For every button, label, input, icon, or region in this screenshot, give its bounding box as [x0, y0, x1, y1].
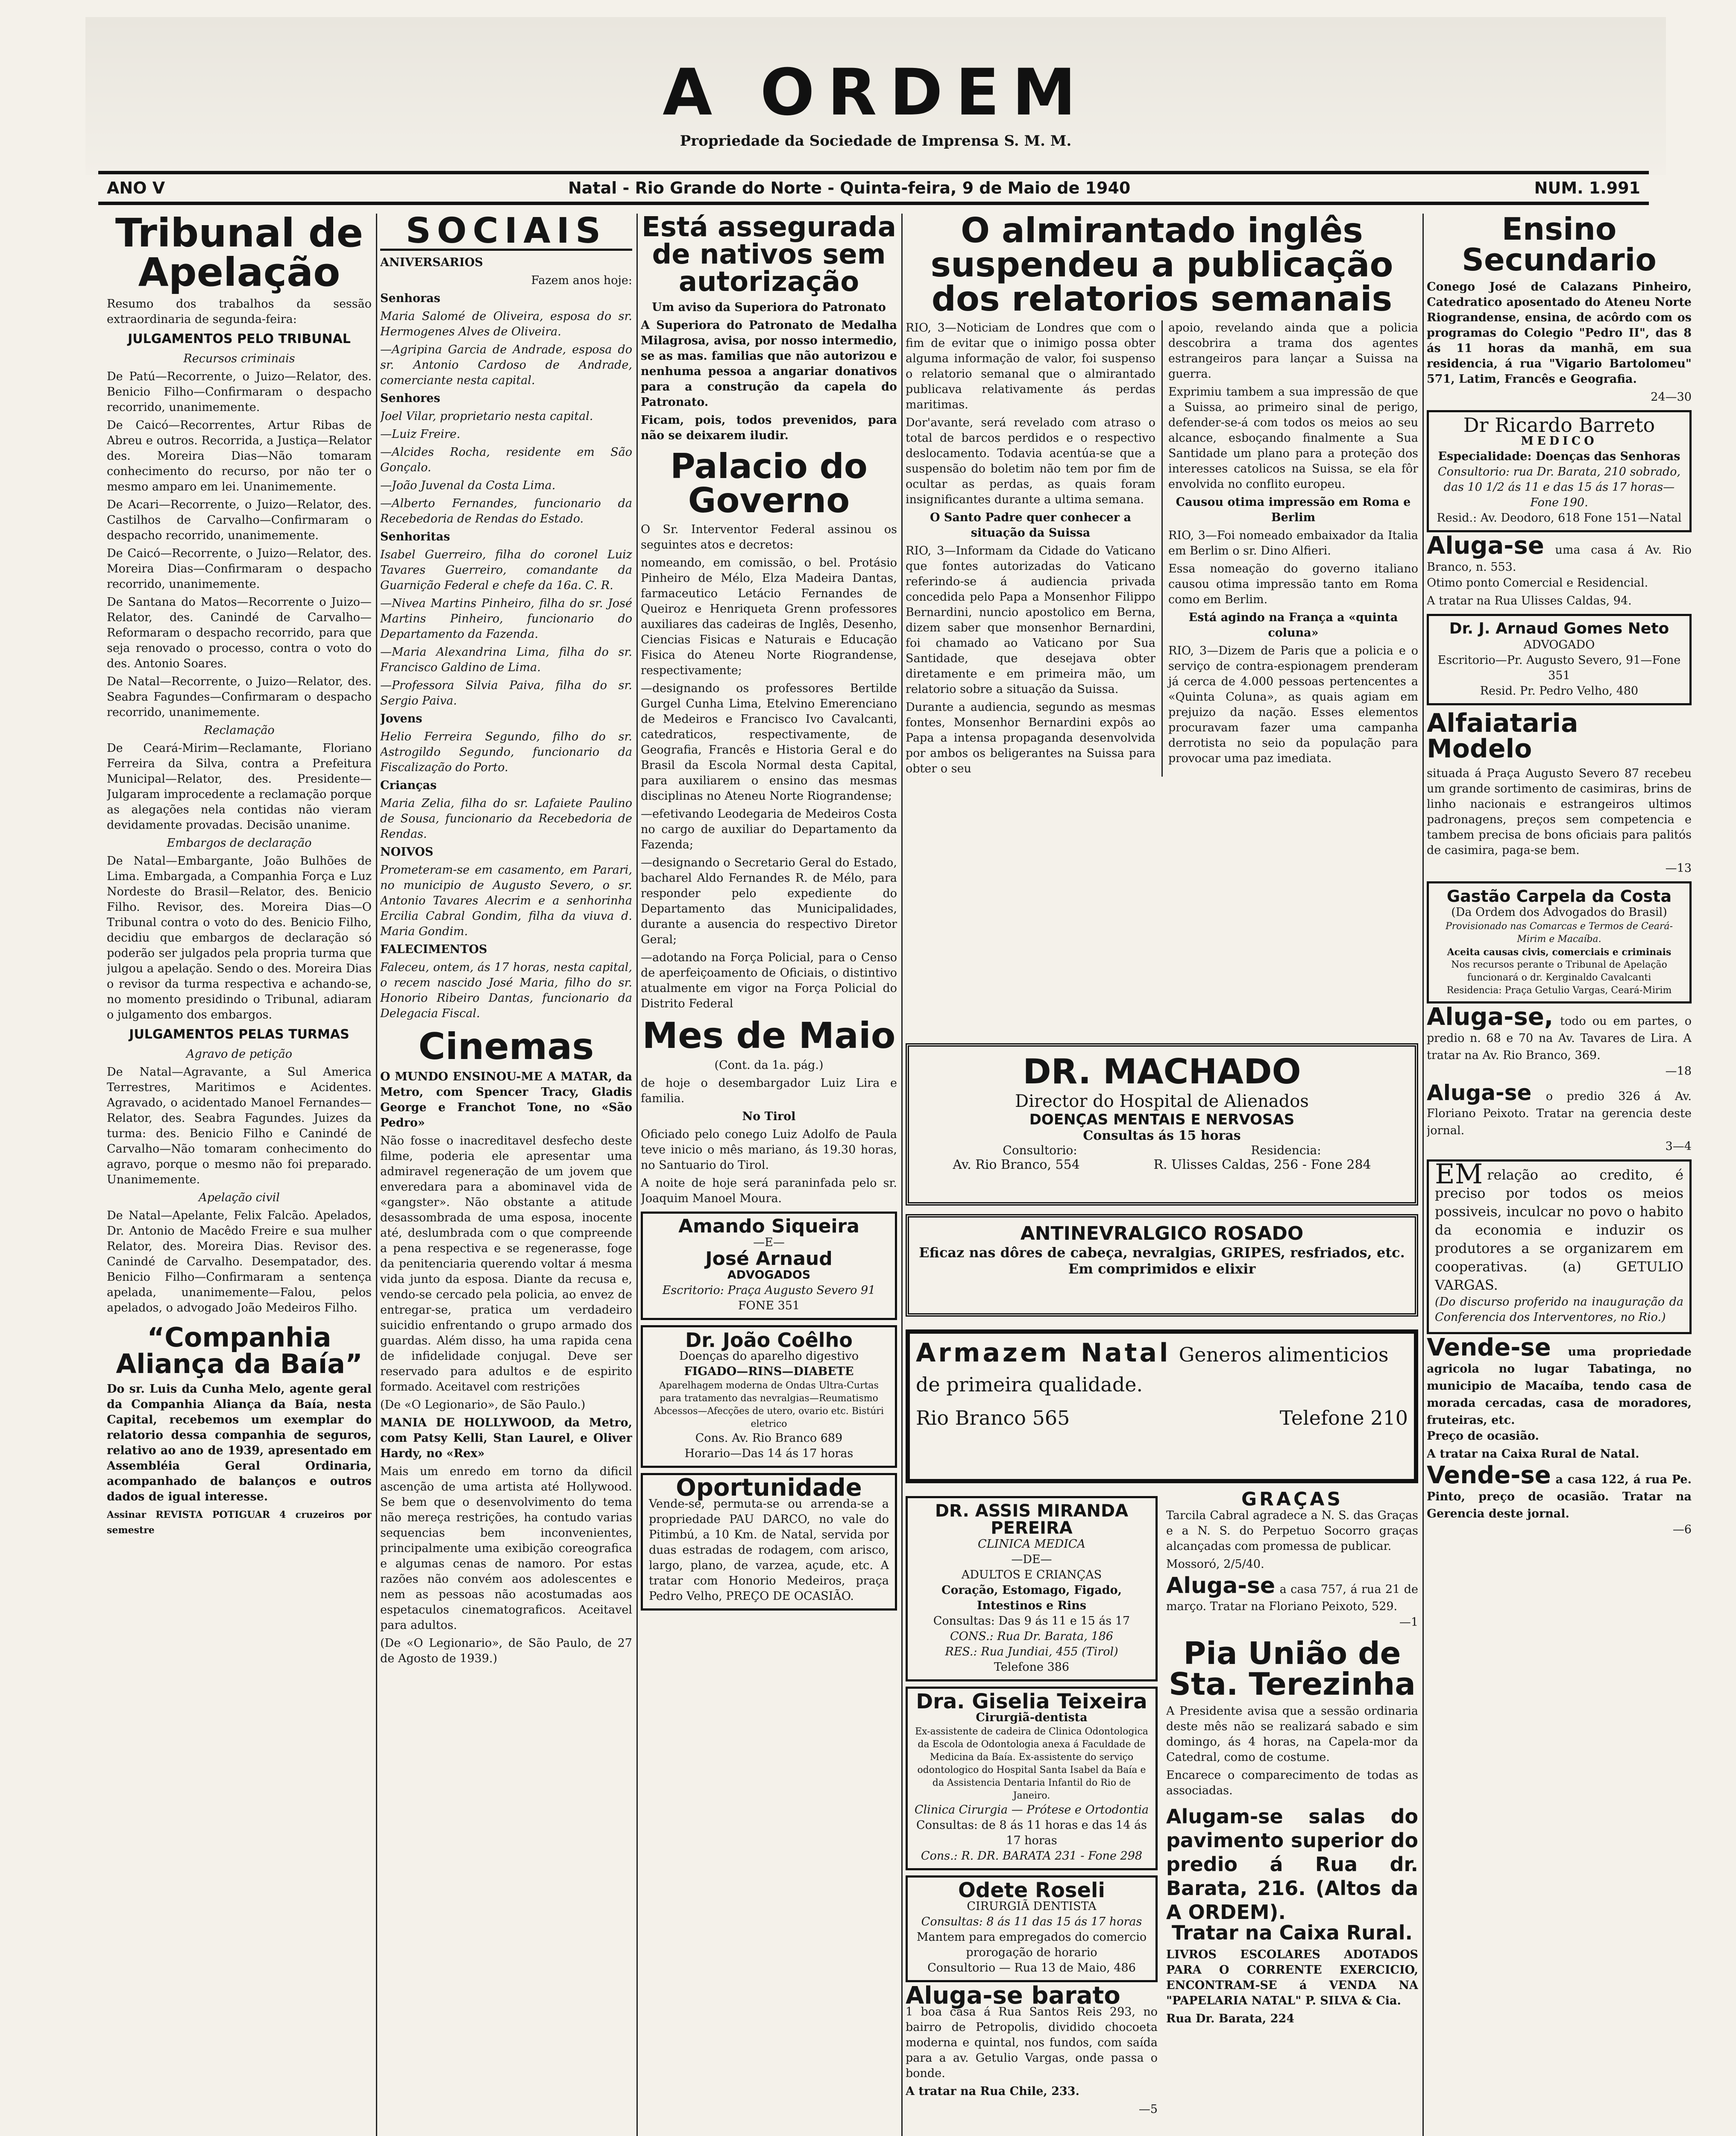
ad-text: Mossoró, 2/5/40. [1166, 1558, 1264, 1571]
ad-text: (Do discurso proferido na inauguração da Conferencia dos Interventores, no Rio.) [1435, 1295, 1683, 1324]
ad-text: A tratar na Rua Ulisses Caldas, 94. [1427, 594, 1632, 607]
section-label: Jovens [380, 712, 422, 725]
ad-ricardo-barreto [1427, 410, 1692, 532]
paragraph: Essa nomeação do governo italiano causou otima impressão tanto em Roma como em Berlim. [1168, 562, 1418, 606]
ad-text: Consultorio: [1003, 1143, 1077, 1157]
paragraph: A Presidente avisa que a sessão ordinaria deste mês não se realizará sabado e sim domingo, ás 4 horas, na Capela-mor da Catedral, como de costume. [1166, 1705, 1418, 1764]
ensino-headline: Ensino Secundario [1462, 214, 1657, 278]
ad-amando-siqueira [641, 1212, 897, 1320]
ad-ref: —5 [1138, 2103, 1158, 2116]
subhead: JULGAMENTOS PELAS TURMAS [129, 1027, 349, 1042]
ad-text: uma casa á Av. Rio Branco, n. 553. [1427, 543, 1692, 574]
ad-text: RES.: Rua Jundiai, 455 (Tirol) [945, 1645, 1118, 1658]
almirantado-headline: O almirantado inglês suspendeu a publicação dos relatorios semanais [930, 214, 1393, 319]
social-note: —Alberto Fernandes, funcionario da Recebedoria de Rendas do Estado. [380, 497, 632, 525]
ad-oportunidade [641, 1473, 897, 1611]
ad-text: Generos alimenticios de primeira qualidade. [916, 1343, 1389, 1396]
ad-getulio-quote [1427, 1159, 1692, 1334]
subhead: Causou otima impressão em Roma e Berlim [1176, 496, 1411, 524]
ad-aluga-se [1166, 1573, 1418, 1630]
dateline-date: Natal - Rio Grande do Norte - Quinta-feira, 9 de Maio de 1940 [568, 179, 1131, 197]
ad-antinevralgico [906, 1214, 1418, 1317]
film-title: O MUNDO ENSINOU-ME A MATAR, da Metro, com Spencer Tracy, Gladis George e Franchot Tone, no «São Pedro» [380, 1070, 632, 1130]
paragraph: Exprimiu tambem a sua impressão de que a Suissa, ao primeiro sinal de perigo, defender-se-á com todos os meios ao seu alcance, esboçando finalmente a Sua Santidade um plano para a proteção dos interesses catolicos na Suissa, se ela fôr envolvida no conflito europeu. [1168, 385, 1418, 491]
column-almirantado [906, 214, 1418, 1025]
ad-ref: 3—4 [1665, 1140, 1692, 1153]
ad-title-line [916, 1338, 1408, 1398]
ad-text: Cons. Av. Rio Branco 689 [695, 1432, 843, 1445]
paragraph: RIO, 3—Foi nomeado embaixador da Italia em Berlim o sr. Dino Alfieri. [1168, 529, 1418, 557]
paragraph: De Acari—Recorrente, o Juizo—Relator, des. Castilhos de Carvalho—Confirmaram o despacho recorrido, unanimemente. [107, 498, 372, 542]
ad-text: Telefone 386 [994, 1661, 1070, 1674]
paragraph: RIO, 3—Noticiam de Londres que com o fim de evitar que o inimigo possa obter alguma informação de valor, foi suspenso o relatorio semanal que o almirantado publicava relativamente ás perdas maritimas. [906, 321, 1155, 411]
ad-title: Oportunidade [676, 1474, 862, 1502]
subhead: O Santo Padre quer conhecer a situação da Suissa [930, 511, 1132, 540]
column-4a [906, 1491, 1158, 2136]
ad-text: Aceita causas civis, comerciais e criminais [1447, 947, 1671, 958]
ad-text: o predio 326 á Av. Floriano Peixoto. Tratar na gerencia deste jornal. [1427, 1090, 1692, 1137]
ad-text: Rua Dr. Barata, 224 [1166, 2012, 1295, 2025]
ad-joao-coelho [641, 1325, 897, 1468]
ad-text: Provisionado nas Comarcas e Termos de Ceará-Mirim e Macaíba. [1445, 921, 1673, 945]
social-note: —Luiz Freire. [380, 428, 460, 441]
continuation-note: (Cont. da 1a. pág.) [714, 1059, 824, 1072]
ad-aluga-se-tavares [1427, 1003, 1692, 1079]
ad-text: —DE— [1011, 1553, 1052, 1566]
paragraph: O Sr. Interventor Federal assinou os seguintes atos e decretos: [641, 523, 897, 552]
ad-livros-escolares: LIVROS ESCOLARES ADOTADOS PARA O CORRENTE EXERCICIO, ENCONTRAM-SE á VENDA NA "PAPELARIA NATAL" P. SILVA & Cia. [1166, 1948, 1418, 2007]
social-note: Maria Salomé de Oliveira, esposa do sr. Hermogenes Alves de Oliveira. [380, 310, 632, 338]
ad-text: Resid.: Av. Deodoro, 618 Fone 151—Natal [1437, 511, 1682, 525]
section-label: NOIVOS [380, 845, 434, 859]
paragraph: Ficam, pois, todos prevenidos, para não se deixarem iludir. [641, 414, 897, 442]
ad-vende-se-casa [1427, 1461, 1692, 1537]
section-label: ANIVERSARIOS [380, 256, 483, 269]
newspaper-subtitle: Propriedade da Sociedade de Imprensa S. M. M. [680, 132, 1072, 150]
ad-title: Vende-se [1427, 1461, 1551, 1489]
ad-text: Tarcila Cabral agradece a N. S. das Graças e a N. S. do Perpetuo Socorro graças alcançadas com promessa de publicar. [1166, 1509, 1418, 1553]
column-tribunal [107, 214, 372, 2136]
ad-text: a casa 122, á rua Pe. Pinto, preço de ocasião. Tratar na Gerencia deste jornal. [1427, 1473, 1692, 1520]
subhead: JULGAMENTOS PELO TRIBUNAL [128, 332, 351, 346]
ad-text: Conego José de Calazans Pinheiro, Catedratico aposentado do Ateneu Norte Riograndense, ensina, de acôrdo com os programas do Colegio "Pedro II", das 8 ás 11 horas da manhã, em sua residencia, á rua "Vigario Bartolomeu" 571, Latim, Francês e Geografia. [1427, 280, 1692, 386]
column-rule [376, 214, 377, 2136]
ad-text: Cirurgiã-dentista [976, 1711, 1088, 1724]
ad-dr-machado [906, 1043, 1418, 1206]
ad-text: Residencia: Praça Getulio Vargas, Ceará-Mirim [1446, 985, 1672, 996]
palacio-headline: Palacio do Governo [670, 446, 868, 520]
ad-title: Armazem Natal [916, 1338, 1171, 1368]
section-label: Fazem anos hoje: [531, 274, 632, 287]
social-note: Prometeram-se em casamento, em Parari, no municipio de Augusto Severo, o sr. Antonio Tavares Alecrim e a senhorinha Ercilia Cabral Gondim, filha da viuva d. Maria Gondim. [380, 863, 632, 938]
ad-text: Consultorio — Rua 13 de Maio, 486 [927, 1961, 1136, 1975]
film-title: MANIA DE HOLLYWOOD, da Metro, com Patsy Kelli, Stan Laurel, e Oliver Hardy, no «Rex» [380, 1416, 632, 1460]
ad-text: ADVOGADO [1523, 638, 1595, 651]
paragraph: De Patú—Recorrente, o Juizo—Relator, des. Benicio Filho—Confirmaram o despacho recorrido, unanimemente. [107, 370, 372, 414]
ad-title: DR. ASSIS MIRANDA PEREIRA [935, 1501, 1129, 1538]
ad-title: Dr Ricardo Barreto [1463, 414, 1655, 437]
paragraph: A noite de hoje será paraninfada pelo sr. Joaquim Manoel Moura. [641, 1177, 897, 1205]
social-note: —Nivea Martins Pinheiro, filha do sr. José Martins Pinheiro, funcionario do Departamento da Fazenda. [380, 597, 632, 641]
ad-title: GRAÇAS [1241, 1491, 1343, 1510]
alfaiataria-headline: Alfaiataria Modelo [1427, 708, 1578, 764]
ad-text: Preço de ocasião. [1427, 1429, 1539, 1443]
ad-text: ADVOGADOS [727, 1268, 811, 1282]
paragraph: Oficiado pelo conego Luiz Adolfo de Paula teve inicio o mês mariano, ás 19.30 horas, no Santuario do Tirol. [641, 1128, 897, 1172]
column-rule [1422, 214, 1424, 2136]
paragraph: RIO, 3—Dizem de Paris que a policia e o serviço de contra-espionagem prenderam já cerca de 4.000 pessoas pertencentes a «Quinta Coluna», as quais agiam em prejuizo da nação. Esses elementos procuravam fazer uma campanha derrotista no seio da população para provocar uma paz imediata. [1168, 644, 1418, 765]
ad-text: Coração, Estomago, Figado, Intestinos e Rins [941, 1584, 1122, 1612]
ad-title: Aluga-se [1427, 1080, 1532, 1105]
tribunal-headline: Tribunal de Apelação [115, 214, 364, 295]
paragraph: —designando os professores Bertilde Gurgel Cunha Lima, Etelvino Emerenciano de Medeiros e Francisco Ivo Cavalcanti, catedraticos, respectivamente, de Geografia, Francês e Historia Geral e do Brasil da Escola Normal desta Capital, para auxiliarem o ensino das mesmas disciplinas no Ateneu Norte Riograndense; [641, 682, 897, 803]
subhead: Recursos criminais [183, 352, 295, 365]
subhead: Agravo de petição [186, 1047, 292, 1061]
ad-aluga-se-floriano [1427, 1080, 1692, 1154]
section-label: FALECIMENTOS [380, 943, 487, 956]
ad-gastao-carpela [1427, 881, 1692, 1003]
ad-text: Consultorio: rua Dr. Barata, 210 sobrado, das 10 1/2 ás 11 e das 15 ás 17 horas—Fone 190. [1437, 465, 1681, 509]
ad-text: (Da Ordem dos Advogados do Brasil) [1451, 906, 1667, 919]
ad-text: Eficaz nas dôres de cabeça, nevralgias, GRIPES, resfriados, etc. [919, 1244, 1405, 1261]
ad-contact [916, 1406, 1408, 1429]
ad-title: Dra. Giselia Teixeira [916, 1690, 1147, 1713]
social-note: —Alcides Rocha, residente em São Gonçalo. [380, 446, 632, 474]
paragraph: —adotando na Força Policial, para o Censo de aperfeiçoamento de Oficiais, o distintivo atualmente em vigor na Força Policial do Distrito Federal [641, 951, 897, 1010]
column-sociais [380, 214, 632, 2136]
paragraph: De Natal—Apelante, Felix Falcão. Apelados, Dr. Antonio de Macêdo Freire e sua mulher Relator, des. Moreira Dias. Revisor des. Canindé de Carvalho. Desempatador, des. Benicio Filho—Confirmaram a sentença apelada, unanimemente—Falou, pelos apelados, o advogado João Medeiros Filho. [107, 1209, 372, 1314]
subhead: Apelação civil [199, 1191, 280, 1204]
film-review: Mais um enredo em torno da dificil ascenção de uma artista até Hollywood. Se bem que o desenvolvimento do tema não mereça restrições, ha contudo varias sequencias bem inconvenientes, principalmente uma exibição coreografica e algumas cenas de namoro. Por estas razões não convém aos adolescentes e nem as pessoas não acostumadas aos espetaculos cinematograficos. Aceitavel para adultos. [380, 1465, 632, 1632]
paragraph: De Natal—Embargante, João Bulhões de Lima. Embargada, a Companhia Força e Luz Nordeste do Brasil—Relator, des. Benicio Filho. Revisor, des. Moreira Dias—O Tribunal contra o voto do des. Benicio Filho, decidiu que embargos de declaração só poderão ser julgados pela propria turma que julgou a apelação. Sendo o des. Moreira Dias o revisor da turma respectiva e achando-se, no momento presidindo o Tribunal, adiaram o julgamento dos embargos. [107, 854, 372, 1021]
paragraph: nomeando, em comissão, o bel. Protásio Pinheiro de Mélo, Elza Madeira Dantas, farmaceutico Letácio Fernandes de Queiroz e Henriqueta Grenn professores auxiliares das cadeiras de Inglês, Desenho, Ciencias Fisicas e Naturais e Educação Fisica do Ateneu Norte Riograndense, respectivamente; [641, 556, 897, 677]
ad-text: Resid. Pr. Pedro Velho, 480 [1480, 684, 1639, 698]
subhead: Está agindo na França a «quinta coluna» [1188, 611, 1398, 640]
ad-text: Telefone 210 [1279, 1406, 1408, 1429]
ad-aluga-se-rio-branco [1427, 532, 1692, 609]
paragraph: A Superiora do Patronato de Medalha Milagrosa, avisa, por nosso intermedio, se as mas. familias que não autorizou e nenhuma pessoa a angariar donativos para a construção da capela do Patronato. [641, 319, 897, 409]
paragraph: Do sr. Luis da Cunha Melo, agente geral da Companhia Aliança da Baía, nesta Capital, recebemos um exemplar do relatorio dessa companhia de seguros, relativo ao ano de 1939, apresentado em Assembléia Geral Ordinaria, acompanhado de balanços e outros dados de igual interesse. [107, 1382, 372, 1503]
ad-ref: —18 [1665, 1065, 1692, 1078]
ad-text: DOENÇAS MENTAIS E NERVOSAS [1029, 1111, 1295, 1128]
ad-arnaud-gomes [1427, 614, 1692, 705]
ad-odete-roseli [906, 1875, 1158, 1982]
ad-title: Aluga-se, [1427, 1003, 1554, 1031]
ad-text: Escritorio—Pr. Augusto Severo, 91—Fone 351 [1437, 654, 1681, 682]
ad-title: DR. MACHADO [1023, 1052, 1301, 1091]
ad-text: situada á Praça Augusto Severo 87 recebeu um grande sortimento de casimiras, brins de linho nacionais e estrangeiros ultimos padronagens, preços sem competencia e tambem precisa de bons oficiais para palitós de casimira, paga-se bem. [1427, 767, 1692, 857]
ad-vende-se-tabatinga [1427, 1334, 1692, 1462]
tribunal-intro: Resumo dos trabalhos da sessão extraordinaria de segunda-feira: [107, 297, 372, 326]
ad-ref: —1 [1399, 1616, 1418, 1629]
ad-alugam-se-salas: Alugam-se salas do pavimento superior do predio á Rua dr. Barata, 216. (Altos da A ORDEM). [1166, 1805, 1418, 1924]
social-note: —João Juvenal da Costa Lima. [380, 479, 556, 492]
mes-de-maio-headline: Mes de Maio [642, 1015, 896, 1056]
ad-text: a casa 757, á rua 21 de março. Tratar na Floriano Peixoto, 529. [1166, 1583, 1418, 1613]
ad-text: Consultas: Das 9 ás 11 e 15 ás 17 [933, 1614, 1130, 1628]
ad-assis-miranda [906, 1496, 1158, 1681]
ad-ref: 24—30 [1651, 390, 1692, 404]
ad-text: CLINICA MEDICA [977, 1537, 1086, 1551]
almirantado-body [906, 320, 1418, 777]
ad-labels [916, 1143, 1408, 1157]
paragraph: De Natal—Recorrente, o Juizo—Relator, des. Seabra Fagundes—Confirmaram o despacho recorrido, unanimemente. [107, 675, 372, 719]
ad-text: Av. Rio Branco, 554 [953, 1157, 1080, 1172]
dateline [98, 171, 1649, 205]
paragraph: De Caicó—Recorrentes, Artur Ribas de Abreu e outros. Recorrida, a Justiça—Relator des. Moreira Dias—Não tomaram conhecimento do recurso, por não ter o mesmo amparo em lei. Unanimemente. [107, 419, 372, 493]
alianca-headline: “Companhia Aliança da Baía” [116, 1322, 363, 1379]
social-note: Joel Vilar, proprietario nesta capital. [380, 410, 593, 423]
sociais-headline: SOCIAIS [380, 214, 632, 251]
social-note: Maria Zelia, filha do sr. Lafaiete Paulino de Sousa, funcionario da Recebedoria de Rendas. [380, 797, 632, 841]
ad-text: CONS.: Rua Dr. Barata, 186 [950, 1630, 1113, 1643]
ad-text: 1 boa casa á Rua Santos Reis 293, no bairro de Petropolis, dividido chocoeta moderna e quintal, nos fundos, com saída para a av. Getulio Vargas, onde passa o bonde. [906, 2005, 1158, 2080]
social-note: —Maria Alexandrina Lima, filha do sr. Francisco Galdino de Lima. [380, 645, 632, 674]
dateline-issue: ANO V [107, 179, 165, 197]
paragraph: De Natal—Agravante, a Sul America Terrestres, Maritimos e Acidentes. Agravado, o acidentado Manoel Fernandes—Relator, des. Seabra Fagundes. Juizes da turma: des. Benicio Filho e Canindé de Carvalho—Não tomaram conhecimento do agravo, porque o mesmo não foi preparado. Unanimemente. [107, 1065, 372, 1186]
subhead: No Tirol [742, 1110, 796, 1123]
social-note: —Professora Silvia Paiva, filha do sr. Sergio Paiva. [380, 679, 632, 707]
film-source: (De «O Legionario», de São Paulo, de 27 de Agosto de 1939.) [380, 1637, 632, 1665]
ad-text: —E— [753, 1236, 785, 1249]
paragraph: RIO, 3—Informam da Cidade do Vaticano que fontes autorizadas do Vaticano referindo-se á audiencia privada concedida pelo Papa a Monsenhor Filippo Bernardini, nuncio apostolico em Berna, dizem saber que monsenhor Bernardini, foi chamado ao Vaticano por Sua Santidade, que desejava obter diretamente e em primeira mão, um relatorio sobre a situação da Suissa. [906, 544, 1155, 696]
ad-text: Em comprimidos e elixir [1068, 1261, 1256, 1277]
paragraph: Dor'avante, será revelado com atraso o total de barcos perdidos e o respectivo deslocamento. Todavia acentúa-se que a suspensão do boletim não tem por fim de ocultar as perdas, as quais foram insignificantes durante a ultima semana. [906, 416, 1155, 506]
ad-text: Escritorio: Praça Augusto Severo 91 [662, 1284, 876, 1297]
ad-text: Cons.: R. DR. BARATA 231 - Fone 298 [921, 1849, 1143, 1863]
revista-note: Assinar REVISTA POTIGUAR 4 cruzeiros por semestre [107, 1509, 372, 1536]
ad-text: Rio Branco 565 [916, 1406, 1070, 1429]
section-label: Crianças [380, 779, 437, 792]
column-classificados [1427, 214, 1692, 2136]
column-rule [901, 214, 903, 2136]
paragraph: De Ceará-Mirim—Reclamante, Floriano Ferreira da Silva, contra a Prefeitura Municipal—Relator, des. Presidente—Julgaram improcedente a reclamação porque as alegações nela contidas não vieram devidamente provadas. Decisão unanime. [107, 742, 372, 832]
film-source: (De «O Legionario», de São Paulo.) [380, 1398, 586, 1411]
ad-text: MEDICO [1521, 434, 1598, 448]
subhead: Embargos de declaração [167, 836, 312, 850]
social-note: Faleceu, ontem, ás 17 horas, nesta capital, o recem nascido José Maria, filho do sr. Honorio Ribeiro Dantas, funcionario da Delegacia Fiscal. [380, 961, 632, 1020]
ad-text: Consultas: de 8 ás 11 horas e das 14 ás 17 horas [916, 1819, 1147, 1847]
ad-text: Tratar na Caixa Rural. [1171, 1921, 1413, 1944]
ad-title: Gastão Carpela da Costa [1446, 887, 1672, 906]
ad-title: Aluga-se barato [906, 1982, 1120, 2010]
ad-text: todo ou em partes, o predio n. 68 e 70 na Av. Tavares de Lira. A tratar na Av. Rio Branco, 369. [1427, 1015, 1692, 1062]
ad-title: José Arnaud [705, 1248, 833, 1270]
ad-addresses [916, 1157, 1408, 1172]
column-rule [636, 214, 638, 2136]
column-4b [1166, 1491, 1418, 2136]
paragraph: de hoje o desembargador Luiz Lira e familia. [641, 1077, 897, 1105]
ad-text: CIRURGIÃ DENTISTA [967, 1900, 1097, 1913]
ad-title: Aluga-se [1427, 532, 1544, 560]
social-note: Helio Ferreira Segundo, filho do sr. Astrogildo Segundo, funcionario da Fiscalização do Porto. [380, 730, 632, 774]
paragraph: —efetivando Leodegaria de Medeiros Costa no cargo de auxiliar do Departamento da Fazenda; [641, 807, 897, 851]
drop-cap: EM [1435, 1159, 1483, 1190]
ad-text: Director do Hospital de Alienados [1015, 1091, 1309, 1111]
paragraph: Encarece o comparecimento de todas as associadas. [1166, 1769, 1418, 1797]
ad-armazem-natal [906, 1329, 1418, 1483]
ad-text: Vende-se, permuta-se ou arrenda-se a propriedade PAU DARCO, no vale do Pitimbú, a 10 Km. de Natal, servida por duas estradas de rodagem, com arisco, largo, plano, de varzea, açude, etc. A tratar com Honorio Medeiros, praça Pedro Velho, PREÇO DE OCASIÃO. [649, 1497, 889, 1603]
social-note: Isabel Guerreiro, filha do coronel Luiz Tavares Guerreiro, comandante da Guarnição Federal e chefe da 16a. C. R. [380, 548, 632, 592]
pia-uniao-headline: Pia União de Sta. Terezinha [1169, 1635, 1416, 1702]
cinemas-headline: Cinemas [418, 1025, 594, 1068]
ad-title: Vende-se [1427, 1334, 1551, 1361]
ad-title: Odete Roseli [958, 1878, 1105, 1902]
ad-text: Clinica Cirurgia — Prótese e Ortodontia [914, 1803, 1149, 1816]
ad-giselia-teixeira [906, 1687, 1158, 1870]
ad-text: Horario—Das 14 ás 17 horas [684, 1447, 853, 1460]
newspaper-title: A ORDEM [663, 56, 1089, 130]
ad-text: A tratar na Caixa Rural de Natal. [1427, 1447, 1639, 1461]
ad-text: ADULTOS E CRIANÇAS [961, 1568, 1102, 1581]
section-label: Senhoritas [380, 530, 450, 543]
ad-text: Otimo ponto Comercial e Residencial. [1427, 576, 1648, 590]
paragraph: De Caicó—Recorrente, o Juizo—Relator, des. Moreira Dias—Confirmaram o despacho recorrido, unanimemente. [107, 547, 372, 591]
paragraph: De Santana do Matos—Recorrente o Juizo—Relator, des. Canindé de Carvalho—Reformaram o despacho recorrido, para que seja renovado o processo, contra o voto do des. Antonio Soares. [107, 596, 372, 670]
patronato-headline: Está assegurada de nativos sem autorização [642, 214, 896, 298]
column-patronato [641, 214, 897, 2136]
paragraph: Durante a audiencia, segundo as mesmas fontes, Monsenhor Bernardini expôs ao Papa a intensa propaganda desenvolvida por ambos os beligerantes na Suissa para obter o seu [906, 701, 1155, 775]
ad-title: Amando Siqueira [678, 1215, 859, 1237]
ad-text: Residencia: [1251, 1143, 1321, 1157]
ad-text: Especialidade: Doenças das Senhoras [1438, 450, 1680, 463]
ad-title: Aluga-se [1166, 1573, 1276, 1599]
ad-text: Mantem para empregados do comercio prorogação de horario [916, 1931, 1147, 1959]
ad-text: FONE 351 [738, 1299, 800, 1312]
ad-title: ANTINEVRALGICO ROSADO [1020, 1223, 1304, 1244]
section-label: Senhoras [380, 292, 440, 305]
ad-ref: —6 [1672, 1523, 1692, 1536]
ad-title: Dr. João Coêlho [685, 1329, 853, 1352]
subhead: Reclamação [204, 724, 275, 737]
ad-text: Doenças do aparelho digestivo [679, 1350, 859, 1363]
ad-text: R. Ulisses Caldas, 256 - Fone 284 [1153, 1157, 1371, 1172]
ad-text: Ex-assistente de cadeira de Clinica Odontologica da Escola de Odontologia anexa á Faculdade de Medicina da Baía. Ex-assistente do serviço odontologico do Hospital Santa Isabel da Baía e da Assistencia Dentaria Infantil do Rio de Janeiro. [915, 1726, 1148, 1801]
ad-text: uma propriedade agricola no lugar Tabatinga, no municipio de Macaíba, tendo casa de morada cercadas, casa de moradores, fruteiras, etc. [1427, 1345, 1692, 1427]
section-label: Senhores [380, 392, 440, 405]
social-note: —Agripina Garcia de Andrade, esposa do sr. Antonio Cardoso de Andrade, comerciante nesta capital. [380, 343, 632, 387]
ad-text: Aparelhagem moderna de Ondas Ultra-Curtas para tratamento das nevralgias—Reumatismo Abcessos—Afecções de utero, ovario etc. Bistúri eletrico [654, 1380, 884, 1429]
ad-text: FIGADO—RINS—DIABETE [684, 1365, 854, 1378]
paragraph: apoio, revelando ainda que a policia descobrira a trama dos agentes estrangeiros para lançar a Suissa na guerra. [1168, 321, 1418, 381]
dateline-number: NUM. 1.991 [1534, 179, 1640, 197]
ad-text: Consultas ás 15 horas [1083, 1128, 1241, 1143]
ad-title: Dr. J. Arnaud Gomes Neto [1449, 620, 1669, 637]
ad-ref: —13 [1665, 862, 1692, 875]
ad-text: Nos recursos perante o Tribunal de Apelação funcionará o dr. Kerginaldo Cavalcanti [1451, 959, 1667, 983]
ad-text: Consultas: 8 ás 11 das 15 ás 17 horas [921, 1915, 1142, 1928]
paragraph: —designando o Secretario Geral do Estado, bacharel Aldo Fernandes R. de Mélo, para responder pelo expediente do Departamento das Municipalidades, durante a ausencia do respectivo Diretor Geral; [641, 856, 897, 946]
ad-text: A tratar na Rua Chile, 233. [906, 2085, 1079, 2098]
ad-text: relação ao credito, é preciso por todos os meios possiveis, inculcar no povo o habito da economia e induzir os produtores a se organizarem em cooperativas. (a) GETULIO VARGAS. [1435, 1167, 1683, 1293]
film-review: Não fosse o inacreditavel desfecho deste filme, poderia ele apresentar uma admiravel regeneração de um jovem que enveredara para a abominavel vida de «gangster». Não obstante a atitude desassombrada de uma esposa, inocente até, deslumbrada com o que compreende a pena respectiva e se regenerasse, foge da penitenciaria querendo voltar á mesma vida junto da esposa. Diante da recusa e, vendo-se cercado pela policia, ao envez de entregar-se, pratica um verdadeiro suicidio enfrentando o grupo armado dos guardas. Além disso, ha uma rapida cena de infidelidade conjugal. Deve ser reservado para adultos e de espirito formado. Aceitavel com restrições [380, 1134, 632, 1394]
deck: Um aviso da Superiora do Patronato [652, 301, 886, 314]
